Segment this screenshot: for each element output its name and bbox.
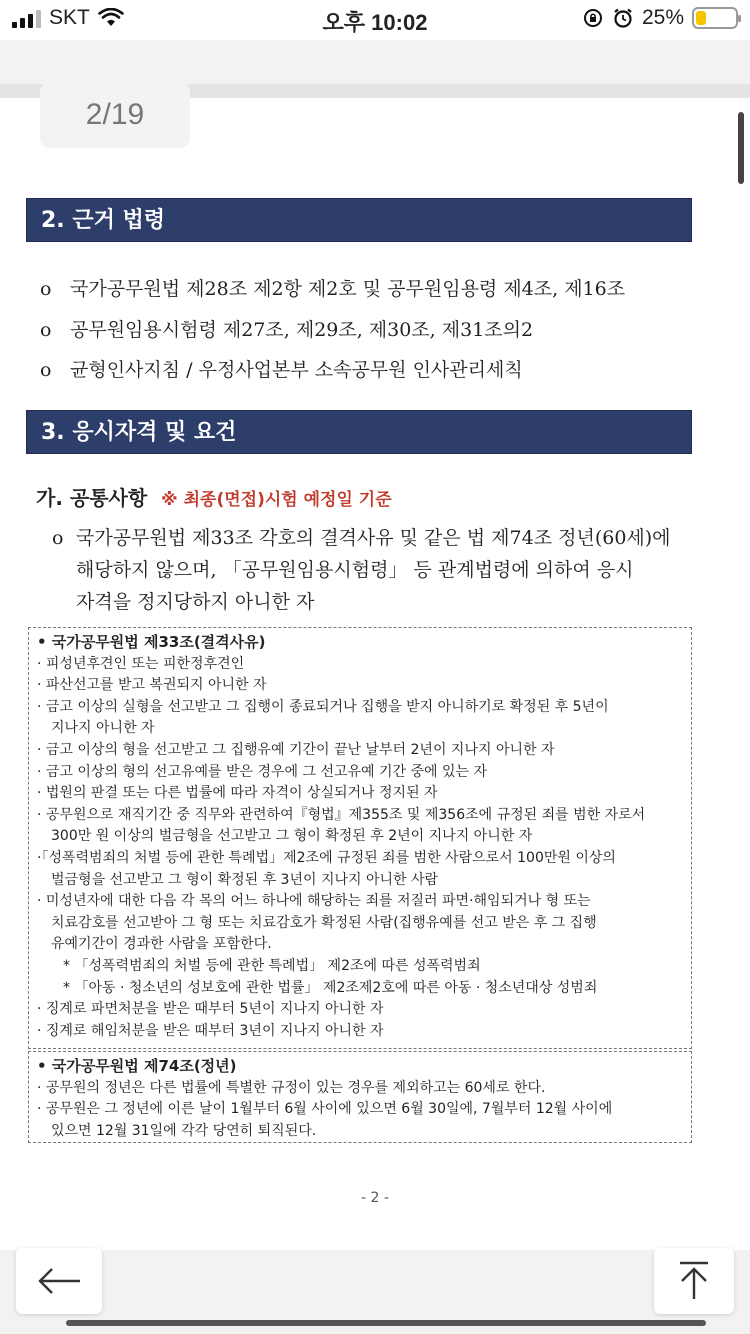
page-number: - 2 - — [361, 1190, 389, 1206]
box-line: ·「성폭력범죄의 처벌 등에 관한 특례법」제2조에 규정된 죄를 범한 사람으로서 100만원 이상의 — [37, 849, 616, 866]
box-line: · 금고 이상의 형의 선고유예를 받은 경우에 그 선고유예 기간 중에 있는 자 — [37, 763, 488, 780]
carrier-label: SKT — [49, 6, 90, 29]
box-line: · 미성년자에 대한 다음 각 목의 어느 하나에 해당하는 죄를 저질러 파면·해임되거나 형 또는 — [37, 893, 591, 910]
eligibility-paragraph: o 국가공무원법 제33조 각호의 결격사유 및 같은 법 제74조 정년(60세)에 해당하지 않으며, 「공무원임용시험령」 등 관계법령에 의하여 응시 자격을 정지당하지 아니한 자 — [52, 527, 671, 613]
disqualification-box — [28, 627, 692, 1049]
list-item: o 균형인사지침 / 우정사업본부 소속공무원 인사관리세칙 — [40, 359, 523, 381]
status-bar — [0, 0, 750, 40]
battery-icon — [692, 7, 738, 29]
box-line: 유예기간이 경과한 사람을 포함한다. — [51, 936, 272, 953]
box-line: · 파산선고를 받고 복권되지 아니한 자 — [37, 677, 267, 694]
box-line: 있으면 12월 31일에 각각 당연히 퇴직된다. — [51, 1122, 317, 1139]
scroll-to-top-icon — [677, 1261, 711, 1301]
rotation-lock-icon — [582, 7, 604, 29]
back-button[interactable] — [16, 1248, 102, 1314]
box-line: · 금고 이상의 실형을 선고받고 그 집행이 종료되거나 집행을 받지 아니하기로 확정된 후 5년이 — [37, 698, 609, 715]
criteria-note: ※ 최종(면접)시험 예정일 기준 — [161, 490, 392, 510]
list-item: o 국가공무원법 제28조 제2항 제2호 및 공무원임용령 제4조, 제16조 — [40, 278, 626, 300]
box-title: • 국가공무원법 제74조(정년) — [37, 1057, 237, 1075]
page-indicator: 2/19 — [40, 82, 190, 148]
alarm-icon — [612, 7, 634, 29]
status-right — [582, 6, 738, 30]
box-line: 벌금형을 선고받고 그 형이 확정된 후 3년이 지나지 아니한 사람 — [51, 871, 439, 888]
box-line: · 공무원으로 재직기간 중 직무와 관련하여『형법』제355조 및 제356조에 규정된 죄를 범한 자로서 — [37, 806, 646, 823]
box-line: · 징계로 해임처분을 받은 때부터 3년이 지나지 아니한 자 — [37, 1022, 384, 1039]
scroll-to-top-button[interactable] — [654, 1248, 734, 1314]
horizontal-scrollbar[interactable] — [66, 1320, 706, 1326]
box-title: • 국가공무원법 제33조(결격사유) — [37, 633, 266, 651]
arrow-left-icon — [36, 1267, 82, 1295]
subheading-common: 가. 공통사항 ※ 최종(면접)시험 예정일 기준 — [36, 486, 392, 510]
section-heading-legal-basis: 2. 근거 법령 — [26, 198, 692, 242]
retirement-age-box — [28, 1051, 692, 1143]
box-line: 지나지 아니한 자 — [51, 720, 155, 737]
box-line: · 공무원의 정년은 다른 법률에 특별한 규정이 있는 경우를 제외하고는 60세로 한다. — [37, 1079, 546, 1096]
box-line: · 피성년후견인 또는 피한정후견인 — [37, 655, 245, 672]
list-item: o 공무원임용시험령 제27조, 제29조, 제30조, 제31조의2 — [40, 319, 534, 341]
box-line: · 징계로 파면처분을 받은 때부터 5년이 지나지 아니한 자 — [37, 1001, 384, 1018]
box-line: · 금고 이상의 형을 선고받고 그 집행유예 기간이 끝난 날부터 2년이 지나지 아니한 자 — [37, 741, 555, 758]
box-line: * 「성폭력범죄의 처벌 등에 관한 특례법」 제2조에 따른 성폭력범죄 — [63, 957, 481, 974]
vertical-scrollbar[interactable] — [738, 112, 744, 184]
box-line: · 공무원은 그 정년에 이른 날이 1월부터 6월 사이에 있으면 6월 30일에, 7월부터 12월 사이에 — [37, 1101, 613, 1118]
box-line: 치료감호를 선고받아 그 형 또는 치료감호가 확정된 사람(집행유예를 선고 받은 후 그 집행 — [51, 914, 597, 931]
battery-percent: 25% — [641, 6, 684, 29]
box-line: · 법원의 판결 또는 다른 법률에 따라 자격이 상실되거나 정지된 자 — [37, 785, 438, 802]
box-line: * 「아동 · 청소년의 성보호에 관한 법률」 제2조제2호에 따른 아동 · 청소년대상 성범죄 — [63, 979, 598, 996]
section-heading-eligibility: 3. 응시자격 및 요건 — [26, 410, 692, 454]
clock: 오후 10:02 — [322, 10, 428, 35]
box-line: 300만 원 이상의 벌금형을 선고받고 그 형이 확정된 후 2년이 지나지 아니한 자 — [51, 828, 533, 845]
